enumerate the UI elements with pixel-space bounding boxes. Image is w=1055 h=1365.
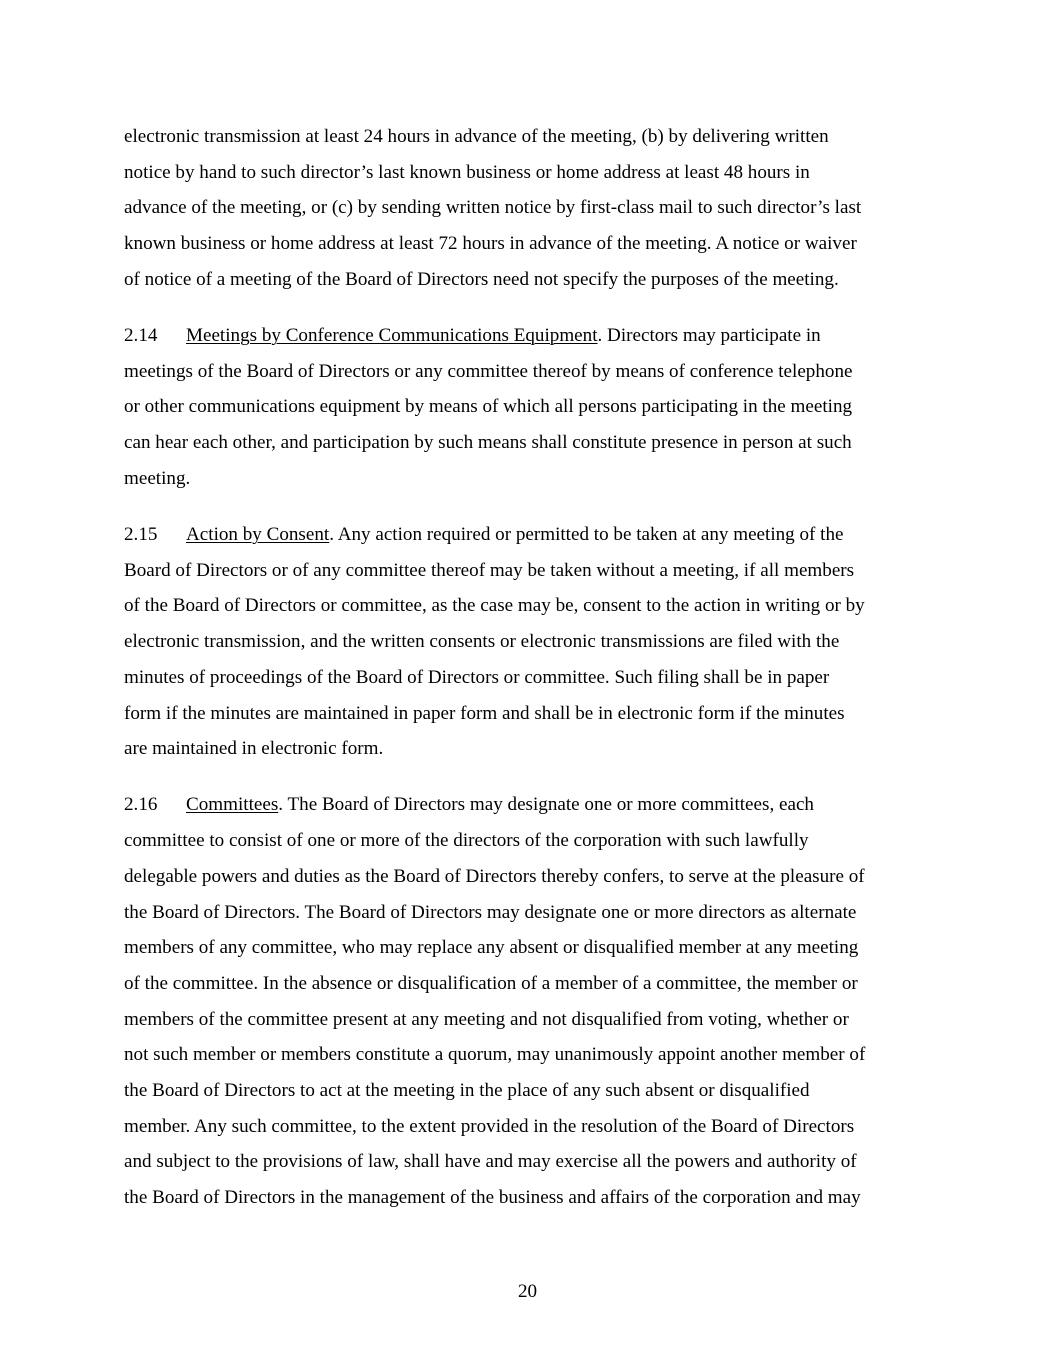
text-line: members of any committee, who may replace any absent or disqualified member at any meeting [124,937,859,959]
section-heading: Action by Consent [186,524,330,546]
text-line: committee to consist of one or more of the directors of the corporation with such lawfully [124,830,809,852]
section-first-line [124,318,932,354]
document-page [124,119,932,1236]
text-line: the Board of Directors. The Board of Directors may designate one or more directors as alternate [124,901,857,923]
text-line: minutes of proceedings of the Board of Directors or committee. Such filing shall be in paper [124,666,830,688]
text-line: can hear each other, and participation by such means shall constitute presence in person at such [124,432,852,454]
section-number: 2.16 [124,794,158,816]
text-line: electronic transmission, and the written consents or electronic transmissions are filed with the [124,631,840,653]
text-line: the Board of Directors to act at the meeting in the place of any such absent or disqualified [124,1080,810,1102]
text-line: form if the minutes are maintained in paper form and shall be in electronic form if the minutes [124,702,845,724]
text-line: the Board of Directors in the management of the business and affairs of the corporation and may [124,1187,861,1209]
section-number: 2.14 [124,325,158,347]
section-text: . Directors may participate in [597,325,821,347]
text-line: Board of Directors or of any committee thereof may be taken without a meeting, if all members [124,559,855,581]
section-heading: Meetings by Conference Communications Equipment [186,325,598,347]
section-2-15 [124,517,932,767]
text-line: or other communications equipment by means of which all persons participating in the meeting [124,396,853,418]
section-first-line [124,517,932,553]
text-line: notice by hand to such director’s last known business or home address at least 48 hours in [124,161,810,183]
page-number: 20 [517,1281,538,1302]
text-line: of the Board of Directors or committee, as the case may be, consent to the action in writing or by [124,595,865,617]
section-text: . Any action required or permitted to be taken at any meeting of the [329,524,844,546]
text-line: advance of the meeting, or (c) by sending written notice by first-class mail to such director’s last [124,197,862,219]
section-2-16 [124,787,932,1215]
text-line: electronic transmission at least 24 hours in advance of the meeting, (b) by delivering written [124,126,829,147]
text-line: delegable powers and duties as the Board of Directors thereby confers, to serve at the pleasure of [124,865,865,887]
section-heading: Committees [186,794,279,816]
text-line: members of the committee present at any meeting and not disqualified from voting, whether or [124,1008,849,1030]
text-line: meeting. [124,467,191,489]
text-line: meetings of the Board of Directors or any committee thereof by means of conference telephone [124,360,853,382]
text-line: of notice of a meeting of the Board of Directors need not specify the purposes of the meeting. [124,268,839,290]
section-number: 2.15 [124,524,158,546]
text-line: known business or home address at least 72 hours in advance of the meeting. A notice or waiver [124,233,857,255]
section-2-14 [124,318,932,497]
text-line: not such member or members constitute a quorum, may unanimously appoint another member of [124,1044,866,1066]
text-line: of the committee. In the absence or disqualification of a member of a committee, the member or [124,972,858,994]
text-line: are maintained in electronic form. [124,738,384,760]
section-first-line [124,787,932,823]
text-line: member. Any such committee, to the extent provided in the resolution of the Board of Directors [124,1115,855,1137]
paragraph-continuation [124,119,932,298]
section-text: . The Board of Directors may designate one or more committees, each [278,794,814,816]
text-line: and subject to the provisions of law, shall have and may exercise all the powers and authority of [124,1151,857,1173]
